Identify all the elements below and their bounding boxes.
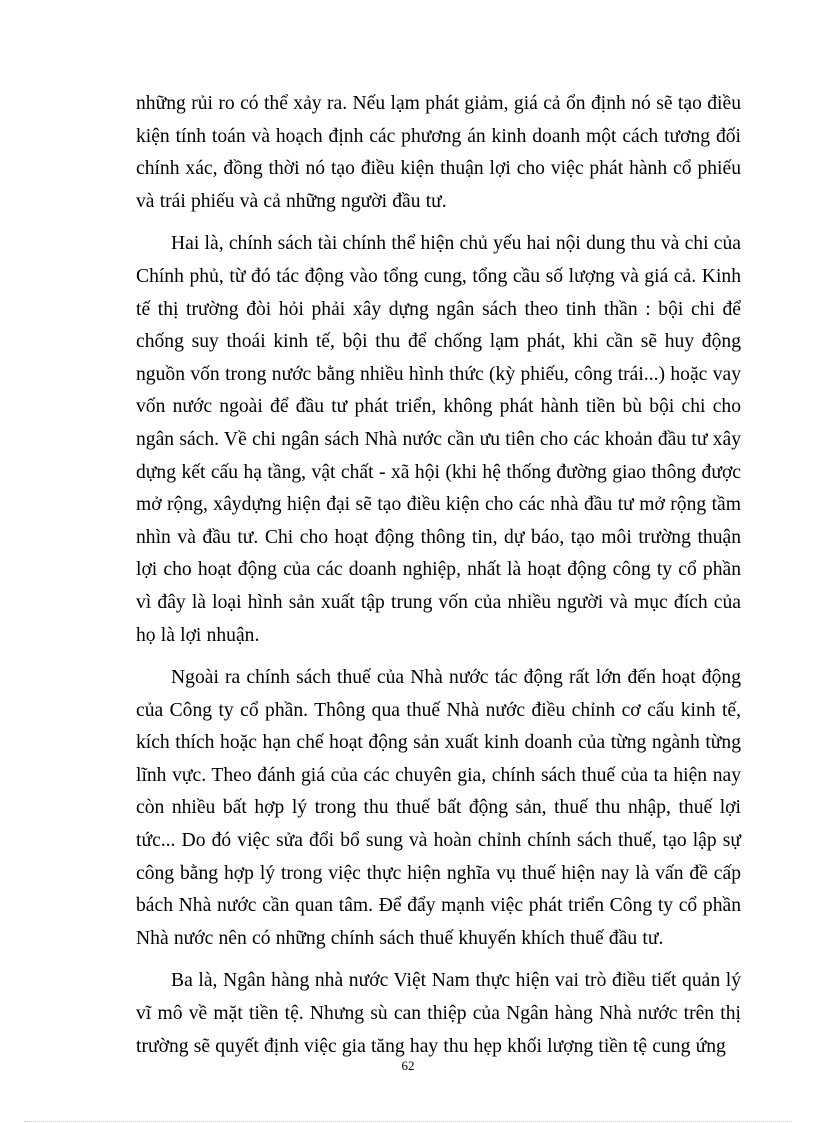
paragraph-continuation: những rủi ro có thể xảy ra. Nếu lạm phát giảm, giá cả ổn định nó sẽ tạo điều kiện tính toán và hoạch định các phương án kinh doanh một cách tương đối chính xác, đồng thời nó tạo điều kiện thuận lợi cho việc phát hành cổ phiếu và trái phiếu và cả những người đầu tư.	[136, 93, 741, 212]
body-text	[136, 88, 741, 1063]
page-number: 62	[401, 1058, 415, 1073]
paragraph-fiscal-policy: Hai là, chính sách tài chính thể hiện chủ yếu hai nội dung thu và chi của Chính phủ, từ đó tác động vào tổng cung, tổng cầu số lượng và giá cả. Kinh tế thị trường đòi hỏi phải xây dựng ngân sách theo tinh thần : bội chi để chống suy thoái kinh tế, bội thu để chống lạm phát, khi cần sẽ huy động nguồn vốn trong nước bằng nhiều hình thức (kỳ phiếu, công trái...) hoặc vay vốn nước ngoài để đầu tư phát triển, không phát hành tiền bù bội chi cho ngân sách. Về chi ngân sách Nhà nước cần ưu tiên cho các khoản đầu tư xây dựng kết cấu hạ tầng, vật chất - xã hội (khi hệ thống đường giao thông được mở rộng, xâydựng hiện đại sẽ tạo điều kiện cho các nhà đầu tư mở rộng tầm nhìn và đầu tư. Chi cho hoạt động thông tin, dự báo, tạo môi trường thuận lợi cho hoạt động của các doanh nghiệp, nhất là hoạt động công ty cổ phần vì đây là loại hình sản xuất tập trung vốn của nhiều người và mục đích của họ là lợi nhuận.	[136, 233, 741, 646]
paragraph-tax-policy: Ngoài ra chính sách thuế của Nhà nước tác động rất lớn đến hoạt động của Công ty cổ phần. Thông qua thuế Nhà nước điều chỉnh cơ cấu kinh tế, kích thích hoặc hạn chế hoạt động sản xuất kinh doanh của từng ngành từng lĩnh vực. Theo đánh giá của các chuyên gia, chính sách thuế của ta hiện nay còn nhiều bất hợp lý trong thu thuế bất động sản, thuế thu nhập, thuế lợi tức... Do đó việc sửa đổi bổ sung và hoàn chỉnh chính sách thuế, tạo lập sự công bằng hợp lý trong việc thực hiện nghĩa vụ thuế hiện nay là vấn đề cấp bách Nhà nước cần quan tâm. Để đẩy mạnh việc phát triển Công ty cổ phần Nhà nước nên có những chính sách thuế khuyến khích thuế đầu tư.	[136, 667, 741, 949]
paragraph-state-bank: Ba là, Ngân hàng nhà nước Việt Nam thực hiện vai trò điều tiết quản lý vĩ mô về mặt tiền tệ. Nhưng sù can thiệp của Ngân hàng Nhà nước trên thị trường sẽ quyết định việc gia tăng hay thu hẹp khối lượng tiền tệ cung ứng	[136, 970, 741, 1057]
page-bottom-border	[24, 1121, 792, 1122]
